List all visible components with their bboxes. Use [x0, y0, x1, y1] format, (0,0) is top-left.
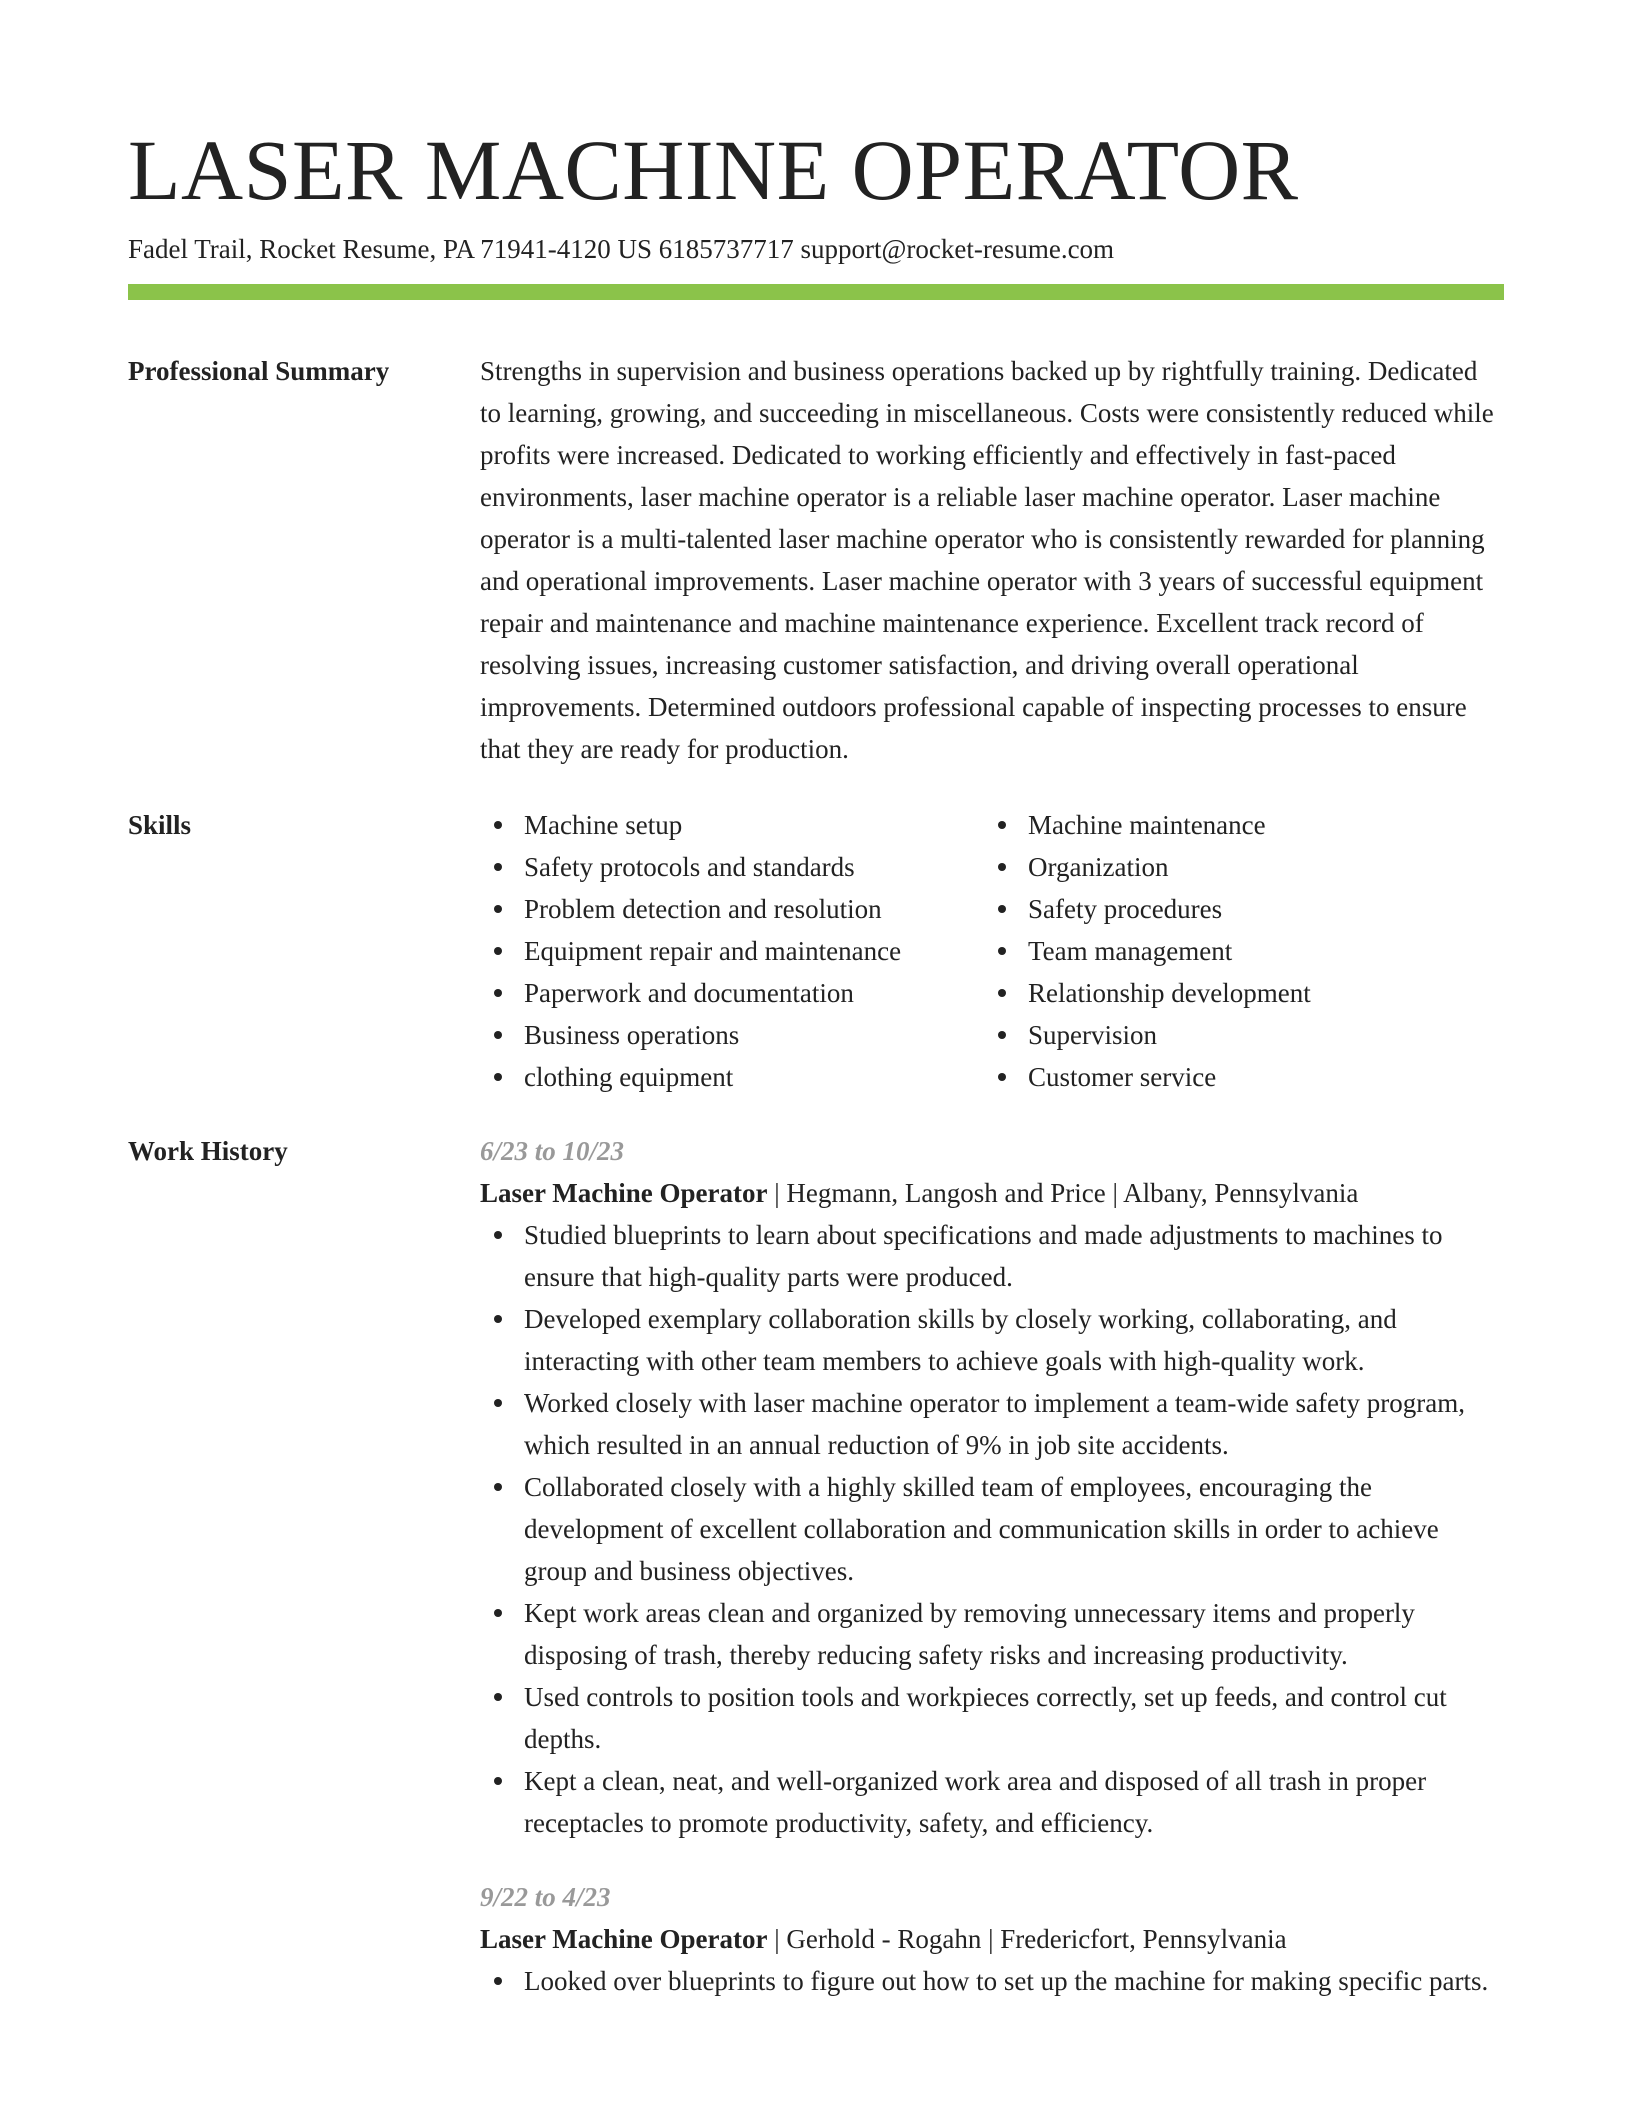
skill-item: Supervision: [984, 1014, 1488, 1056]
job-bullet: Developed exemplary collaboration skills by closely working, collaborating, and interacting with other team members to achieve goals with high-quality work.: [480, 1298, 1504, 1382]
skill-item: Machine maintenance: [984, 804, 1488, 846]
job-title: Laser Machine Operator: [480, 1178, 768, 1208]
skill-item: Team management: [984, 930, 1488, 972]
job-dates: 9/22 to 4/23: [480, 1882, 611, 1912]
skills-section: [128, 804, 1504, 1098]
skill-item: Business operations: [480, 1014, 984, 1056]
job-bullet: Collaborated closely with a highly skilled team of employees, encouraging the development of excellent collaboration and communication skills in order to achieve group and business objectives.: [480, 1466, 1504, 1592]
skill-item: Paperwork and documentation: [480, 972, 984, 1014]
skill-item: Relationship development: [984, 972, 1488, 1014]
contact-line: Fadel Trail, Rocket Resume, PA 71941-4120 US 6185737717 support@rocket-resume.com: [128, 234, 1115, 264]
skills-grid: [480, 804, 1504, 1098]
skill-item: clothing equipment: [480, 1056, 984, 1098]
skill-item: Safety procedures: [984, 888, 1488, 930]
job-bullet: Kept work areas clean and organized by removing unnecessary items and properly disposing of trash, thereby reducing safety risks and increasing productivity.: [480, 1592, 1504, 1676]
job-heading: [480, 1172, 1504, 1214]
job-title: Laser Machine Operator: [480, 1924, 768, 1954]
skills-column-right: [984, 804, 1488, 1098]
skill-item: Equipment repair and maintenance: [480, 930, 984, 972]
skill-item: Customer service: [984, 1056, 1488, 1098]
job-employer-location: | Gerhold - Rogahn | Fredericfort, Pennsylvania: [767, 1924, 1287, 1954]
skill-item: Organization: [984, 846, 1488, 888]
job-heading: [480, 1918, 1504, 1960]
work-history-body: [480, 1130, 1504, 2002]
skill-item: Problem detection and resolution: [480, 888, 984, 930]
job-employer-location: | Hegmann, Langosh and Price | Albany, Pennsylvania: [767, 1178, 1359, 1208]
skills-body: [480, 804, 1504, 1098]
job-dates: 6/23 to 10/23: [480, 1136, 625, 1166]
section-label-summary: Professional Summary: [128, 356, 390, 386]
job-bullets: [480, 1214, 1504, 1844]
summary-text: Strengths in supervision and business operations backed up by rightfully training. Dedicated to learning, growing, and succeeding in miscellaneous. Costs were consistently reduced while profits were increased. Dedicated to working efficiently and effectively in fast-paced environments, laser machine operator is a reliable laser machine operator. Laser machine operator is a multi-talented laser machine operator who is consistently rewarded for planning and operational improvements. Laser machine operator with 3 years of successful equipment repair and maintenance and machine maintenance experience. Excellent track record of resolving issues, increasing customer satisfaction, and driving overall operational improvements. Determined outdoors professional capable of inspecting processes to ensure that they are ready for production.: [480, 356, 1494, 764]
resume-page: [128, 0, 1504, 2002]
job-entry: [480, 1876, 1504, 2002]
accent-divider: [128, 284, 1504, 300]
job-bullet: Kept a clean, neat, and well-organized work area and disposed of all trash in proper receptacles to promote productivity, safety, and efficiency.: [480, 1760, 1504, 1844]
job-bullet: Looked over blueprints to figure out how to set up the machine for making specific parts.: [480, 1960, 1504, 2002]
skills-column-left: [480, 804, 984, 1098]
job-bullet: Used controls to position tools and workpieces correctly, set up feeds, and control cut depths.: [480, 1676, 1504, 1760]
job-bullet: Studied blueprints to learn about specifications and made adjustments to machines to ensure that high-quality parts were produced.: [480, 1214, 1504, 1298]
skill-item: Machine setup: [480, 804, 984, 846]
resume-title: LASER MACHINE OPERATOR: [128, 122, 1299, 218]
summary-body: [480, 350, 1504, 770]
job-entry: [480, 1130, 1504, 1844]
work-history-section: [128, 1130, 1504, 2002]
section-label-skills: Skills: [128, 810, 192, 840]
job-bullets: [480, 1960, 1504, 2002]
skill-item: Safety protocols and standards: [480, 846, 984, 888]
section-label-work-history: Work History: [128, 1136, 288, 1166]
summary-section: [128, 350, 1504, 770]
job-bullet: Worked closely with laser machine operator to implement a team-wide safety program, which resulted in an annual reduction of 9% in job site accidents.: [480, 1382, 1504, 1466]
